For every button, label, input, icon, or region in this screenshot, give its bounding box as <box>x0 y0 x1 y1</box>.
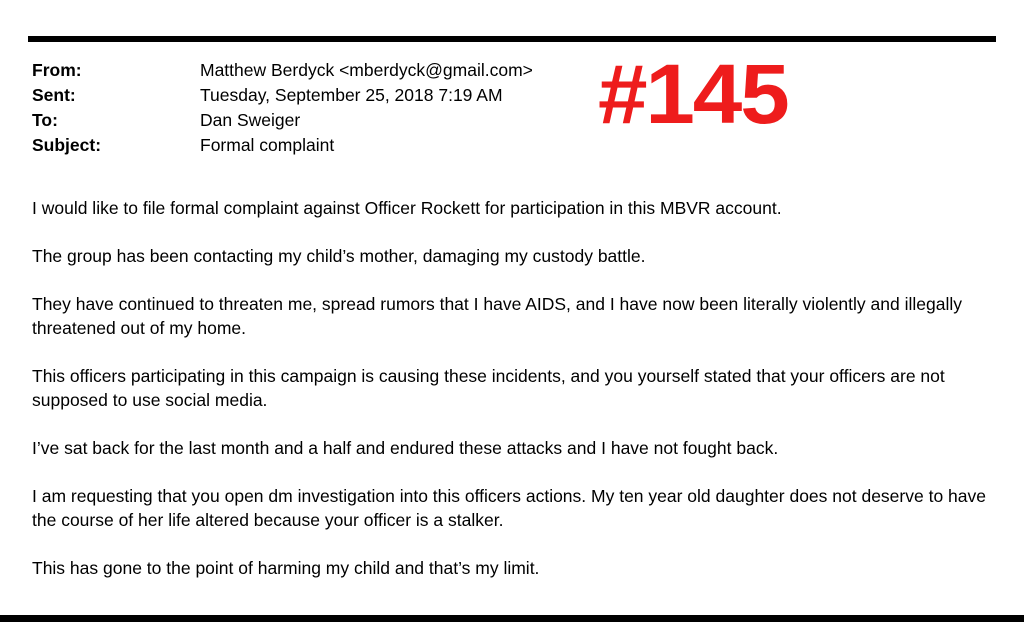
exhibit-number-stamp: #145 <box>598 47 788 141</box>
bottom-divider-rule <box>0 615 1024 622</box>
body-paragraph: This has gone to the point of harming my child and that’s my limit. <box>32 558 540 578</box>
top-divider-rule <box>28 36 996 42</box>
email-body <box>32 196 998 580</box>
header-label-subject: Subject: <box>32 135 102 155</box>
email-header-block <box>32 58 612 158</box>
header-label-from: From: <box>32 60 82 80</box>
header-value-sent: Tuesday, September 25, 2018 7:19 AM <box>200 85 503 105</box>
body-paragraph: They have continued to threaten me, spread rumors that I have AIDS, and I have now been literally violently and illegally threatened out of my home. <box>32 294 962 338</box>
body-paragraph: I’ve sat back for the last month and a half and endured these attacks and I have not fought back. <box>32 438 779 458</box>
header-row-sent <box>32 83 612 107</box>
header-row-from <box>32 58 612 82</box>
header-value-to: Dan Sweiger <box>200 110 301 130</box>
header-value-subject: Formal complaint <box>200 135 335 155</box>
header-row-subject <box>32 133 612 157</box>
body-paragraph: The group has been contacting my child’s mother, damaging my custody battle. <box>32 246 646 266</box>
header-label-to: To: <box>32 110 58 130</box>
body-paragraph: This officers participating in this campaign is causing these incidents, and you yourself stated that your officers are not supposed to use social media. <box>32 366 945 410</box>
header-row-to <box>32 108 612 132</box>
body-paragraph: I am requesting that you open dm investigation into this officers actions. My ten year old daughter does not deserve to have the course of her life altered because your officer is a stalker. <box>32 486 986 530</box>
header-value-from: Matthew Berdyck <mberdyck@gmail.com> <box>200 60 533 80</box>
header-label-sent: Sent: <box>32 85 76 105</box>
body-paragraph: I would like to file formal complaint against Officer Rockett for participation in this MBVR account. <box>32 198 782 218</box>
